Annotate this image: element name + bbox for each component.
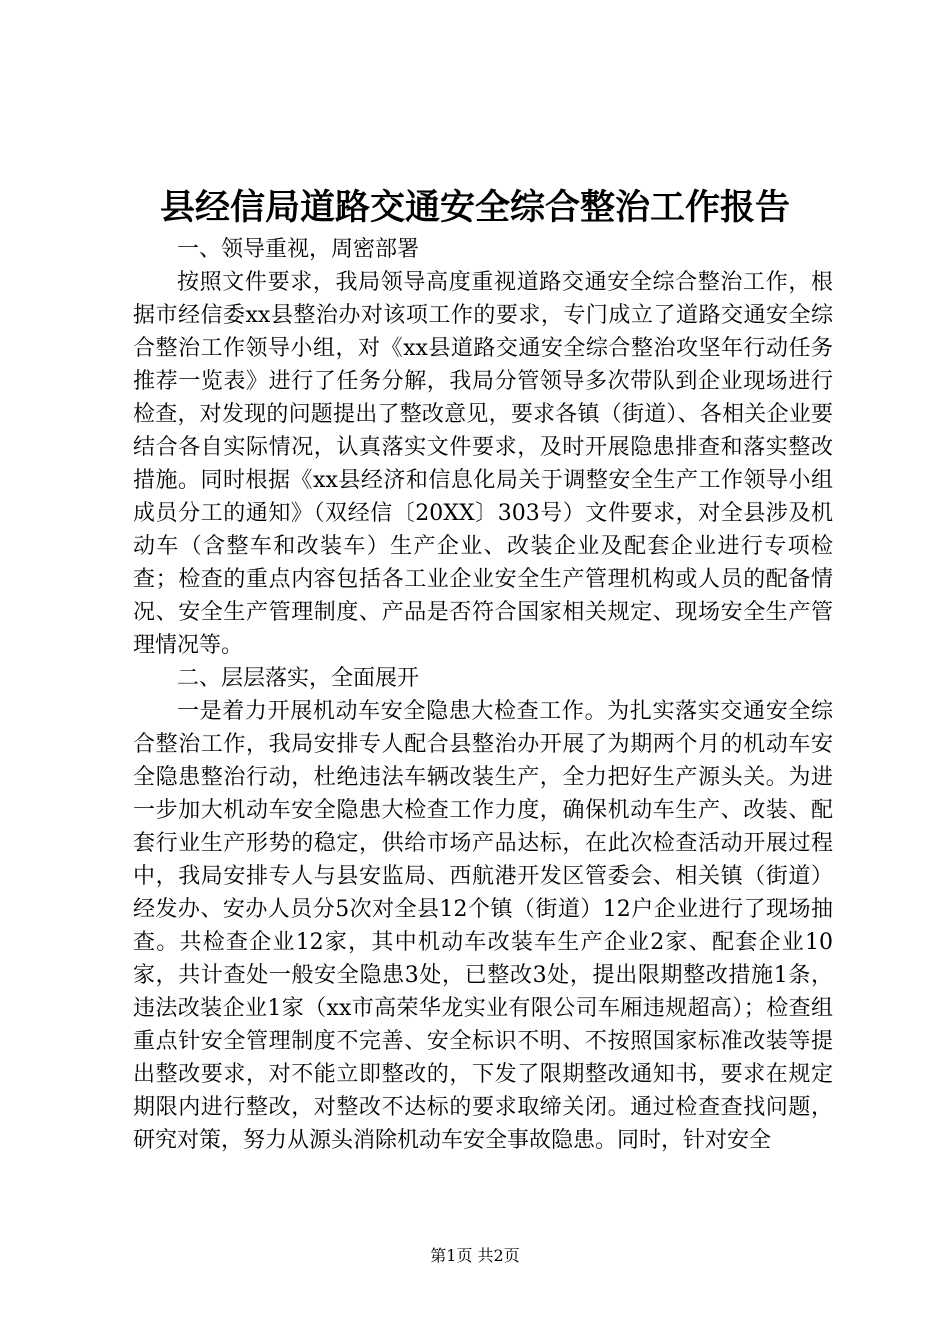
page-footer: 第1页 共2页 [430, 1246, 520, 1265]
document-body [133, 233, 833, 1157]
document-title: 县经信局道路交通安全综合整治工作报告 [159, 187, 790, 228]
section-paragraph-1: 按照文件要求，我局领导高度重视道路交通安全综合整治工作，根据市经信委xx县整治办对该项工作的要求，专门成立了道路交通安全综合整治工作领导小组，对《xx县道路交通安全综合整治攻坚年行动任务推荐一览表》进行了任务分解，我局分管领导多次带队到企业现场进行检查，对发现的问题提出了整改意见，要求各镇（街道）、各相关企业要结合各自实际情况，认真落实文件要求，及时开展隐患排查和落实整改措施。同时根据《xx县经济和信息化局关于调整安全生产工作领导小组成员分工的通知》（双经信〔20XX〕303号）文件要求，对全县涉及机动车（含整车和改装车）生产企业、改装企业及配套企业进行专项检查；检查的重点内容包括各工业企业安全生产管理机构或人员的配备情况、安全生产管理制度、产品是否符合国家相关规定、现场安全生产管理情况等。 [133, 270, 833, 658]
section-heading-1: 一、领导重视，周密部署 [177, 237, 420, 262]
section-heading-2: 二、层层落实，全面展开 [177, 666, 420, 691]
section-paragraph-2: 一是着力开展机动车安全隐患大检查工作。为扎实落实交通安全综合整治工作，我局安排专人配合县整治办开展了为期两个月的机动车安全隐患整治行动，杜绝违法车辆改装生产，全力把好生产源头关。为进一步加大机动车安全隐患大检查工作力度，确保机动车生产、改装、配套行业生产形势的稳定，供给市场产品达标，在此次检查活动开展过程中，我局安排专人与县安监局、西航港开发区管委会、相关镇（街道）经发办、安办人员分5次对全县12个镇（街道）12户企业进行了现场抽查。共检查企业12家，其中机动车改装车生产企业2家、配套企业10家，共计查处一般安全隐患3处，已整改3处，提出限期整改措施1条，违法改装企业1家（xx市高荣华龙实业有限公司车厢违规超高）；检查组重点针安全管理制度不完善、安全标识不明、不按照国家标准改装等提出整改要求，对不能立即整改的，下发了限期整改通知书，要求在规定期限内进行整改，对整改不达标的要求取缔关闭。通过检查查找问题，研究对策，努力从源头消除机动车安全事故隐患。同时，针对安全 [133, 699, 833, 1153]
